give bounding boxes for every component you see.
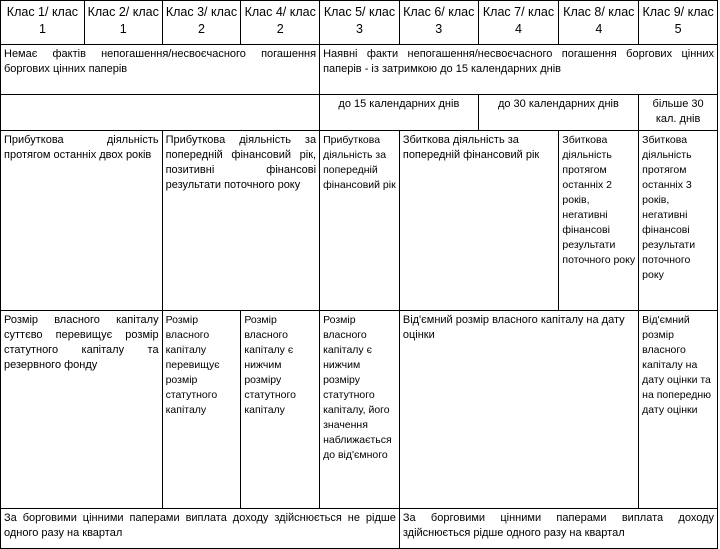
delay-15-days-cell: до 15 календарних днів xyxy=(320,95,479,131)
capital-class-5-cell: Розмір власного капіталу є нижчим розміру статутного капіталу, його значення наближається до від'ємного xyxy=(320,311,400,509)
profit-classes-1-2-cell: Прибуткова діяльність протягом останніх двох років xyxy=(1,131,163,311)
header-class-6: Клас 6/ клас 3 xyxy=(399,1,478,45)
delay-over-30-days-cell: більше 30 кал. днів xyxy=(639,95,718,131)
no-default-facts-cell: Немає фактів непогашення/несвоєчасного погашення боргових цінних паперів xyxy=(1,45,320,95)
payment-quarterly-cell: За борговими цінними паперами виплата доходу здійснюється не рідше одного разу на квартал xyxy=(1,509,400,549)
loss-classes-6-7-cell: Збиткова діяльність за попередній фінансовий рік xyxy=(399,131,559,311)
loss-class-8-cell: Збиткова діяльність протягом останніх 2 років, негативні фінансові результати поточного року xyxy=(559,131,639,311)
header-class-2: Клас 2/ клас 1 xyxy=(84,1,162,45)
profitability-row xyxy=(1,131,718,311)
profit-classes-3-4-cell: Прибуткова діяльність за попередній фінансовий рік, позитивні фінансові результати поточного року xyxy=(162,131,320,311)
capital-class-4-cell: Розмір власного капіталу є нижчим розміру статутного капіталу xyxy=(241,311,320,509)
income-payment-row xyxy=(1,509,718,549)
delay-row xyxy=(1,95,718,131)
header-class-9: Клас 9/ клас 5 xyxy=(639,1,718,45)
header-class-3: Клас 3/ клас 2 xyxy=(162,1,241,45)
header-class-1: Клас 1/ клас 1 xyxy=(1,1,85,45)
header-class-4: Клас 4/ клас 2 xyxy=(241,1,320,45)
profit-class-5-cell: Прибуткова діяльність за попередній фінансовий рік xyxy=(320,131,400,311)
header-class-5: Клас 5/ клас 3 xyxy=(320,1,400,45)
capital-classes-6-8-cell: Від'ємний розмір власного капіталу на дату оцінки xyxy=(399,311,638,509)
capital-class-3-cell: Розмір власного капіталу перевищує розмір статутного капіталу xyxy=(162,311,241,509)
capital-class-9-cell: Від'ємний розмір власного капіталу на дату оцінки та на попередню дату оцінки xyxy=(639,311,718,509)
header-class-8: Клас 8/ клас 4 xyxy=(559,1,639,45)
payment-less-frequent-cell: За борговими цінними паперами виплата доходу здійснюється рідше одного разу на квартал xyxy=(399,509,717,549)
equity-capital-row xyxy=(1,311,718,509)
default-facts-cell: Наявні факти непогашення/несвоєчасного погашення боргових цінних паперів - із затримкою до 15 календарних днів xyxy=(320,45,718,95)
delay-empty-cell xyxy=(1,95,320,131)
loss-class-9-cell: Збиткова діяльність протягом останніх 3 років, негативні фінансові результати поточного року xyxy=(639,131,718,311)
header-class-7: Клас 7/ клас 4 xyxy=(478,1,559,45)
repayment-facts-row xyxy=(1,45,718,95)
class-header-row xyxy=(1,1,718,45)
delay-30-days-cell: до 30 календарних днів xyxy=(478,95,639,131)
capital-classes-1-2-cell: Розмір власного капіталу суттєво перевищує розмір статутного капіталу та резервного фонду xyxy=(1,311,163,509)
